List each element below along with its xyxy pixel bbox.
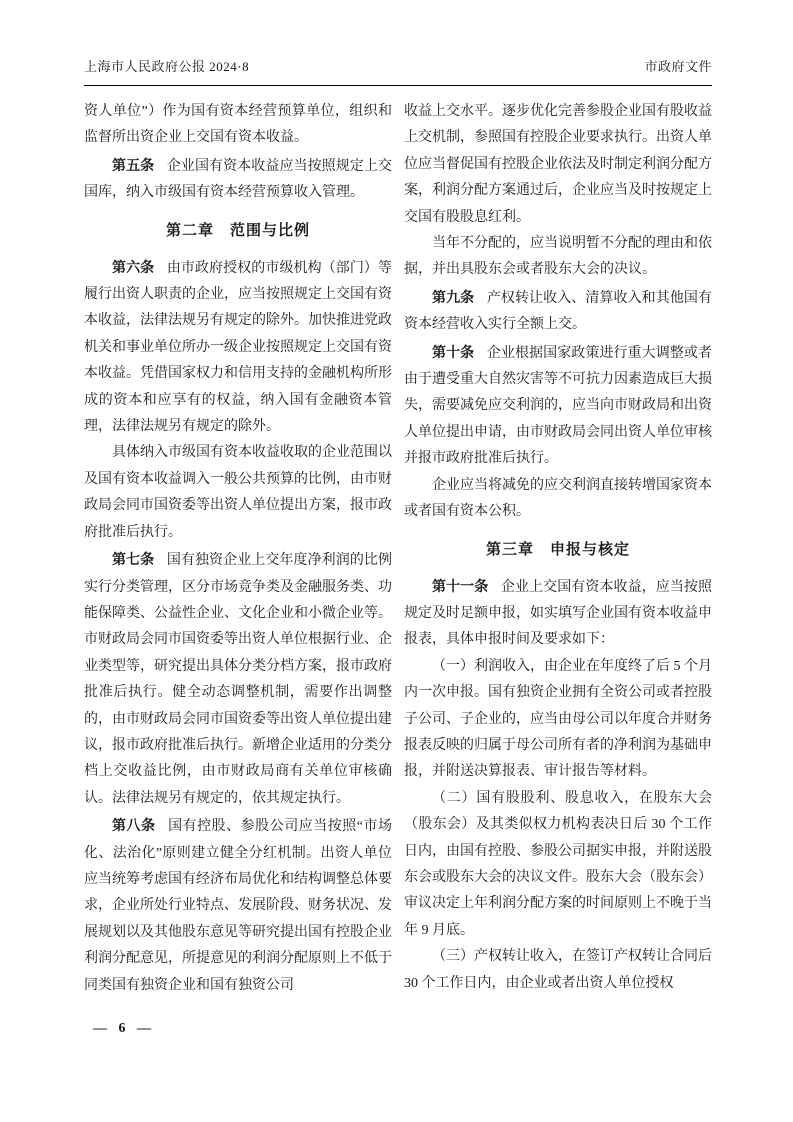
paragraph [404, 654, 712, 786]
article-number-lead: 第十一条 [432, 577, 489, 594]
paragraph [84, 440, 392, 546]
paragraph [404, 231, 712, 284]
paragraph [84, 152, 392, 207]
page-header [84, 56, 712, 75]
page-number: — 6 — [93, 1021, 155, 1036]
right-column [404, 99, 712, 997]
paragraph-text: （三）产权转让收入，在签订产权转让合同后 30 个工作日内，由企业或者出资人单位授权 [404, 949, 712, 991]
left-column [84, 99, 392, 999]
paragraph [84, 812, 392, 999]
paragraph [404, 284, 712, 339]
paragraph-text: 企业根据国家政策进行重大调整或者由于遭受重大自然灾害等不可抗力因素造成巨大损失，需要减免应交利润的，应当向市财政局和出资人单位提出申请，由市财政局会同出资人单位审核并报市政府批准后执行。 [404, 345, 712, 467]
paragraph-text: 国有独资企业上交年度净利润的比例实行分类管理，区分市场竞争类及金融服务类、功能保障类、公益性企业、文化企业和小微企业等。市财政局会同市国资委等出资人单位根据行业、企业类型等，研究提出具体分类分档方案，报市政府批准后执行。健全动态调整机制，需要作出调整的，由市财政局会同市国资委等出资人单位提出建议，报市政府批准后执行。新增企业适用的分类分档上交收益比例，由市财政局商有关单位审核确认。法律法规另有规定的，依其规定执行。 [84, 553, 392, 806]
paragraph-text: 资人单位”）作为国有资本经营预算单位，组织和监督所出资企业上交国有资本收益。 [84, 104, 392, 146]
paragraph-text: 企业上交国有资本收益，应当按照规定及时足额申报，如实填写企业国有资本收益申报表，具体申报时间及要求如下： [404, 579, 712, 648]
paragraph [404, 944, 712, 997]
paragraph-text: （二）国有股股利、股息收入，在股东大会（股东会）及其类似权力机构表决日后 30 个工作日内，由国有控股、参股公司据实申报，并附送股东会或股东大会的决议文件。股东大会（股东会）审议决定上年利润分配方案的时间原则上不晚于当年 9 月底。 [404, 790, 712, 938]
paragraph [404, 339, 712, 473]
chapter-heading: 第二章 范围与比例 [165, 222, 310, 239]
paragraph [84, 99, 392, 152]
article-number-lead: 第五条 [112, 156, 155, 173]
paragraph-text: 企业国有资本收益应当按照规定上交国库，纳入市级国有资本经营预算收入管理。 [84, 158, 392, 201]
paragraph-text: （一）利润收入，由企业在年度终了后 5 个月内一次申报。国有独资企业拥有全资公司或者控股子公司、子企业的，应当由母公司以年度合并财务报表反映的归属于母公司所有者的净利润为基础申报，并附送决算报表、审计报告等材料。 [404, 658, 712, 780]
paragraph-text: 企业应当将减免的应交利润直接转增国家资本或者国有资本公积。 [404, 477, 712, 520]
header-section-label: 市政府文件 [644, 59, 712, 74]
paragraph-text: 由市政府授权的市级机构（部门）等履行出资人职责的企业，应当按照规定上交国有资本收益，法律法规另有规定的除外。加快推进党政机关和事业单位所办一级企业按照规定上交国有资本收益。凭借国家权力和信用支持的金融机构所形成的资本和应享有的权益，纳入国有金融资本管理，法律法规另有规定的除外。 [84, 260, 392, 435]
paragraph-text: 当年不分配的，应当说明暂不分配的理由和依据，并出具股东会或者股东大会的决议。 [404, 236, 712, 278]
paragraph [404, 573, 712, 654]
paragraph-text: 产权转让收入、清算收入和其他国有资本经营收入实行全额上交。 [404, 290, 712, 333]
article-number-lead: 第八条 [112, 817, 156, 834]
paragraph-text: 具体纳入市级国有资本收益收取的企业范围以及国有资本收益调入一般公共预算的比例，由市财政局会同市国资委等出资人单位提出方案，报市政府批准后执行。 [84, 445, 392, 540]
paragraph [84, 254, 392, 441]
paragraph [404, 786, 712, 944]
article-number-lead: 第十条 [432, 343, 475, 360]
paragraph-text: 国有控股、参股公司应当按照“市场化、法治化”原则建立健全分红机制。出资人单位应当统筹考虑国有经济布局优化和结构调整总体要求，企业所处行业特点、发展阶段、财务状况、发展规划以及其他股东意见等研究提出国有控股企业利润分配意见，所提意见的利润分配原则上不低于同类国有独资企业和国有独资公司 [84, 819, 392, 993]
article-number-lead: 第九条 [432, 288, 475, 305]
paragraph [404, 473, 712, 526]
paragraph [404, 99, 712, 231]
article-number-lead: 第六条 [112, 258, 155, 275]
paragraph-text: 收益上交水平。逐步优化完善参股企业国有股收益上交机制，参照国有控股企业要求执行。出资人单位应当督促国有控股企业依法及时制定利润分配方案，利润分配方案通过后，企业应当及时按规定上交国有股股息红利。 [404, 104, 712, 225]
article-number-lead: 第七条 [112, 551, 155, 568]
header-gazette-title: 上海市人民政府公报 2024·8 [84, 59, 250, 74]
chapter-heading: 第三章 申报与核定 [485, 541, 630, 558]
header-rule [84, 85, 712, 86]
paragraph [84, 546, 392, 812]
